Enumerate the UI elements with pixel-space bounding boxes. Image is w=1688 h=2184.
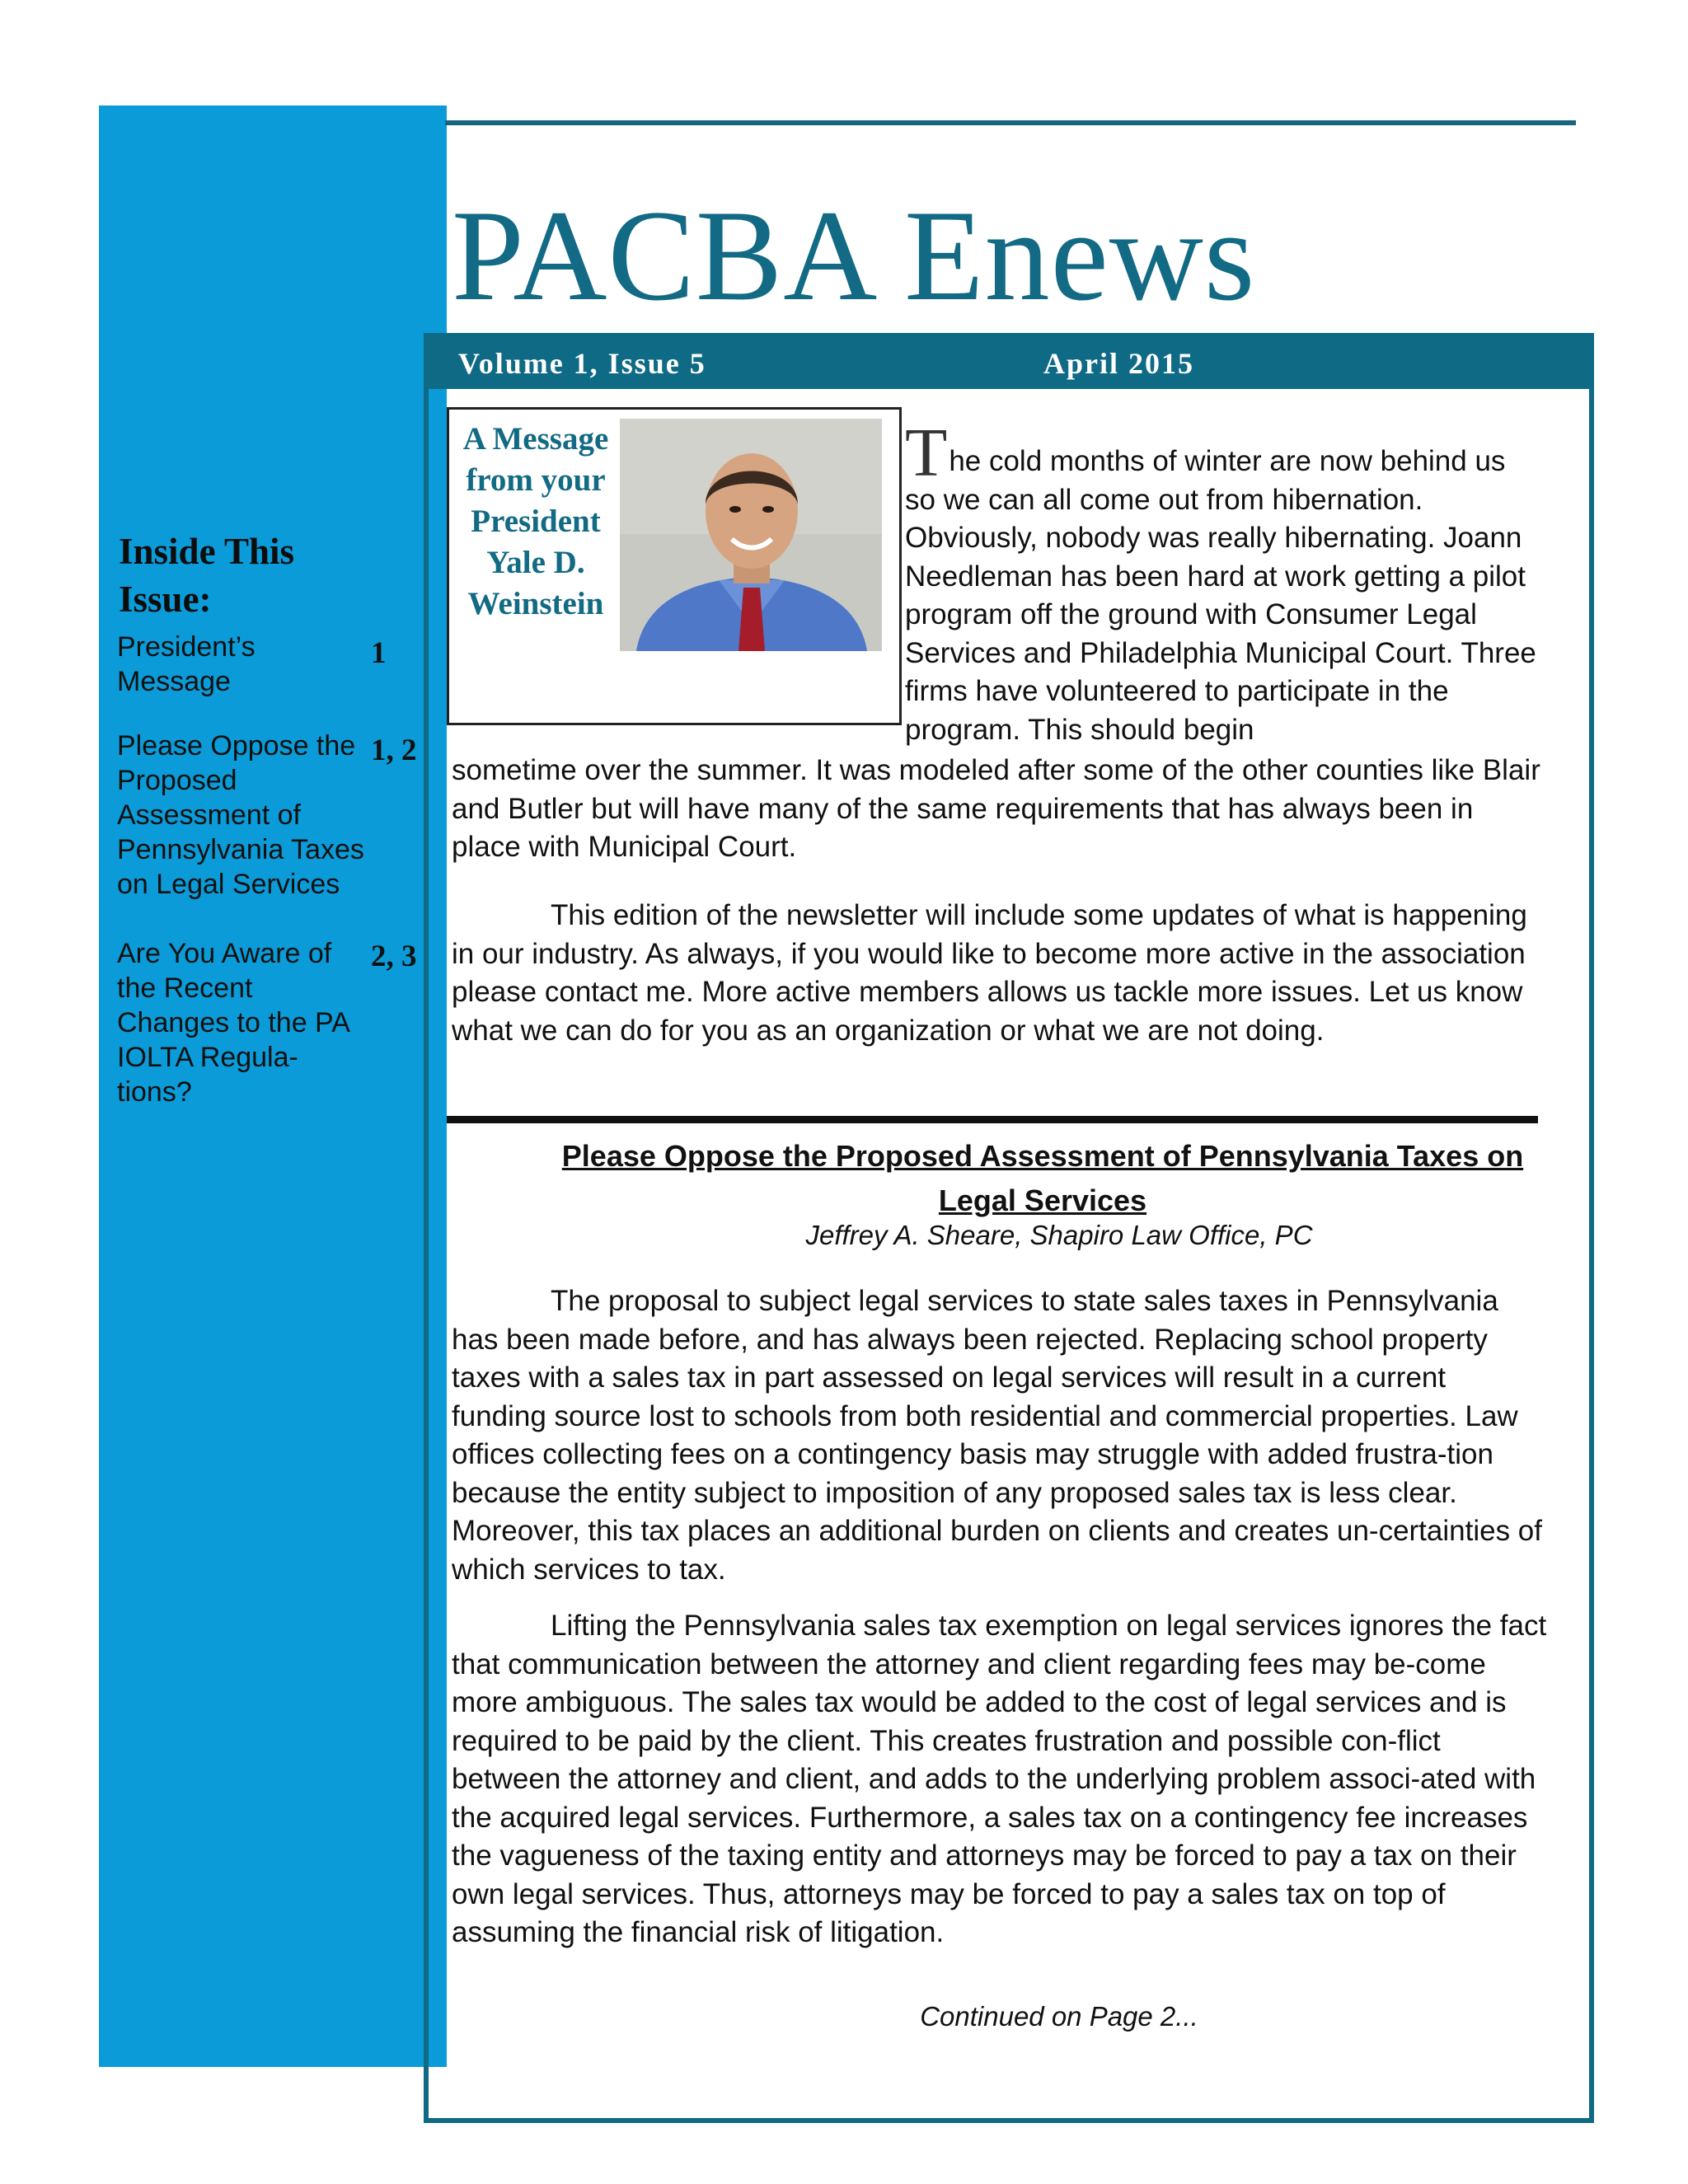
article-paragraph-1: The proposal to subject legal services to state sales taxes in Pennsylvania has been made before, and has always been rejected. Replacing school property taxes with a sales tax in part assessed on legal services will result in a current funding source lost to schools from both residential and commercial properties. Law offices collecting fees on a contingency basis may struggle with added frustra-tion because the entity subject to imposition of any proposed sales tax is less clear. Moreover, this tax places an additional burden on clients and creates un-certainties of which services to tax.	[452, 1285, 1542, 1586]
president-paragraph-1-text: he cold months of winter are now behind us so we can all come out from hibernation. Obviously, nobody was really hibernating. Joann Needleman has been hard at work getting a pilot program off the ground with Consumer Legal Services and Philadelphia Municipal Court. Three firms have volunteered to participate in the program. This should begin	[905, 445, 1536, 746]
issue-bar	[424, 333, 1594, 389]
president-paragraph-2: This edition of the newsletter will include some updates of what is happening in our industry. As always, if you would like to become more active in the association please contact me. More active members allows us tackle more issues. Let us know what we can do for you as an organization or what we are not doing.	[452, 899, 1527, 1047]
toc-page-number: 1	[371, 636, 387, 670]
drop-cap: T	[905, 415, 948, 491]
portrait-icon	[620, 419, 882, 651]
section-divider	[447, 1116, 1538, 1123]
president-caption: A Message from your President Yale D. Weinstein	[462, 421, 609, 621]
toc-heading: Inside This Issue:	[119, 531, 295, 620]
president-paragraph-1-continued: sometime over the summer. It was modeled after some of the other counties like Blair and Butler but will have many of the same requirements that has always been in place with Municipal Court.	[452, 754, 1540, 863]
continued-note: Continued on Page 2...	[920, 2001, 1198, 2032]
president-photo	[620, 419, 882, 651]
toc-item-oppose-taxes[interactable]: Please Oppose the Proposed Assessment of Pennsylvania Taxes on Legal Services	[117, 730, 364, 900]
newsletter-title: PACBA Enews	[452, 184, 1256, 328]
president-paragraph-1	[905, 415, 1540, 749]
issue-date: April 2015	[1043, 347, 1195, 380]
article-paragraph-2: Lifting the Pennsylvania sales tax exemption on legal services ignores the fact that communication between the attorney and client regarding fees may be-come more ambiguous. The sales tax would be added to the cost of legal services and is required to be paid by the client. This creates frustration and possible con-flict between the attorney and client, and adds to the underlying problem associ-ated with the acquired legal services. Furthermore, a sales tax on a contingency fee increases the vagueness of the taxing entity and attorneys may be forced to pay a tax on their own legal services. Thus, attorneys may be forced to pay a sales tax on top of assuming the financial risk of litigation.	[452, 1610, 1547, 1948]
article-byline: Jeffrey A. Sheare, Shapiro Law Office, PC	[805, 1220, 1313, 1250]
top-rule	[445, 120, 1576, 125]
toc-item-presidents-message[interactable]: President’s Message	[117, 631, 256, 697]
toc-item-iolta-changes[interactable]: Are You Aware of the Recent Changes to the PA IOLTA Regula-tions?	[117, 938, 349, 1108]
toc-page-number: 1, 2	[371, 733, 417, 767]
article-title: Please Oppose the Proposed Assessment of Pennsylvania Taxes on Legal Services	[561, 1139, 1524, 1217]
toc-page-number: 2, 3	[371, 940, 417, 973]
issue-volume: Volume 1, Issue 5	[458, 347, 706, 380]
